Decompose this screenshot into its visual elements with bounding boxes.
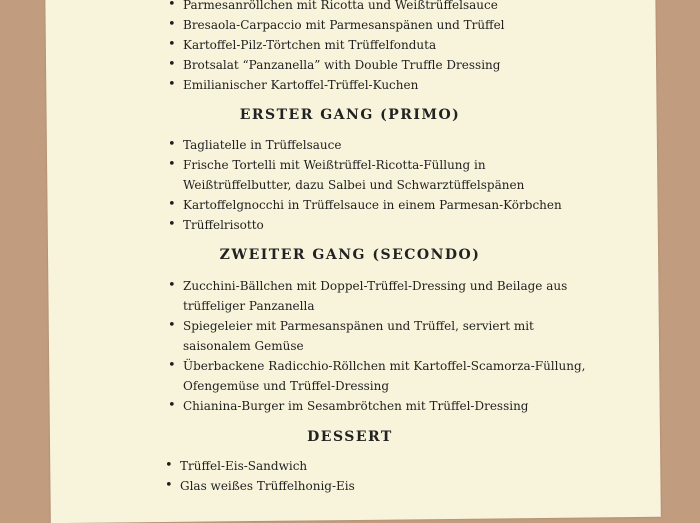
secondo-section (0, 247, 700, 263)
antipasti-section (0, 0, 700, 95)
primo-section (0, 107, 700, 123)
menu-item: • Chianina-Burger im Sesambrötchen mit Trüffel-Dressing (165, 396, 700, 416)
menu-item-continued: trüffeliger Panzanella (183, 299, 315, 313)
menu-item-continued: saisonalem Gemüse (183, 339, 304, 353)
menu-item: • Emilianischer Kartoffel-Trüffel-Kuchen (165, 75, 700, 95)
menu-item: • Trüffel-Eis-Sandwich (162, 456, 700, 476)
menu-item: • Brotsalat “Panzanella” with Double Truffle Dressing (165, 55, 700, 75)
section-title: ERSTER GANG (PRIMO) (239, 107, 461, 123)
dessert-section (0, 429, 700, 445)
primo-list (165, 135, 700, 235)
section-title: DESSERT (307, 429, 393, 445)
menu-item: • Tagliatelle in Trüffelsauce (165, 135, 700, 155)
secondo-list (165, 276, 700, 416)
antipasti-list (165, 0, 700, 95)
menu-item: • Kartoffel-Pilz-Törtchen mit Trüffelfonduta (165, 35, 700, 55)
menu-item: • Frische Tortelli mit Weißtrüffel-Ricotta-Füllung in (165, 155, 700, 175)
dessert-list-wrap (0, 456, 700, 496)
menu-item: • Spiegeleier mit Parmesanspänen und Trüffel, serviert mit (165, 316, 700, 336)
menu-item: • Bresaola-Carpaccio mit Parmesanspänen und Trüffel (165, 15, 700, 35)
menu-item: • Trüffelrisotto (165, 215, 700, 235)
menu-item: • Parmesanröllchen mit Ricotta und Weißtrüffelsauce (165, 0, 700, 15)
primo-list-wrap (0, 135, 700, 235)
menu-item-continued: Ofengemüse und Trüffel-Dressing (183, 379, 390, 393)
secondo-list-wrap (0, 276, 700, 416)
menu-item: • Überbackene Radicchio-Röllchen mit Kartoffel-Scamorza-Füllung, (165, 356, 700, 376)
menu-item-continued: Weißtrüffelbutter, dazu Salbei und Schwarztüffelspänen (183, 178, 525, 192)
dessert-list (162, 456, 700, 496)
menu-item: • Zucchini-Bällchen mit Doppel-Trüffel-Dressing und Beilage aus (165, 276, 700, 296)
section-title: ZWEITER GANG (SECONDO) (219, 247, 481, 263)
menu-item: • Kartoffelgnocchi in Trüffelsauce in einem Parmesan-Körbchen (165, 195, 700, 215)
menu-item: • Glas weißes Trüffelhonig-Eis (162, 476, 700, 496)
